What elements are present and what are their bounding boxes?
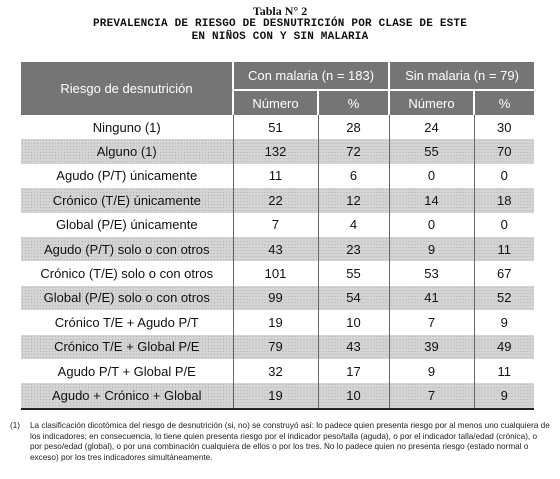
footnote-marker: (1) [10,421,21,430]
with-malaria-percent-cell: 10 [318,383,389,408]
table-title-line-1: PREVALENCIA DE RIESGO DE DESNUTRICIÓN POR CLASE DE ESTE [92,18,468,30]
with-malaria-percent-cell: 6 [318,164,389,188]
without-malaria-number-cell: 9 [389,237,474,261]
with-malaria-number-cell: 132 [233,139,318,163]
with-malaria-number-cell: 43 [233,237,318,261]
table-row [21,359,534,383]
without-malaria-number-cell: 9 [389,359,474,383]
without-malaria-percent-cell: 67 [474,261,534,285]
table-caption-label: Tabla N° 2 [252,4,308,18]
without-malaria-number-cell: 53 [389,261,474,285]
table-row [21,286,534,310]
malnutrition-risk-table [21,62,534,410]
with-malaria-percent-cell: 4 [318,213,389,237]
header-percent-with-malaria: % [318,90,389,115]
with-malaria-number-cell: 101 [233,261,318,285]
with-malaria-number-cell: 51 [233,115,318,139]
header-number-with-malaria: Número [233,90,318,115]
without-malaria-percent-cell: 49 [474,335,534,359]
with-malaria-percent-cell: 54 [318,286,389,310]
without-malaria-percent-cell: 0 [474,213,534,237]
without-malaria-number-cell: 7 [389,383,474,408]
row-label-cell: Agudo (P/T) solo o con otros [21,237,233,261]
without-malaria-percent-cell: 9 [474,383,534,408]
table-row [21,213,534,237]
with-malaria-number-cell: 19 [233,310,318,334]
header-row-label: Riesgo de desnutrición [21,62,233,115]
without-malaria-percent-cell: 52 [474,286,534,310]
without-malaria-number-cell: 7 [389,310,474,334]
table-row [21,188,534,212]
row-label-cell: Ninguno (1) [21,115,233,139]
with-malaria-number-cell: 19 [233,383,318,408]
without-malaria-percent-cell: 9 [474,310,534,334]
without-malaria-percent-cell: 30 [474,115,534,139]
without-malaria-number-cell: 41 [389,286,474,310]
without-malaria-number-cell: 55 [389,139,474,163]
with-malaria-number-cell: 11 [233,164,318,188]
without-malaria-percent-cell: 18 [474,188,534,212]
row-label-cell: Global (P/E) únicamente [21,213,233,237]
without-malaria-number-cell: 24 [389,115,474,139]
footnote [10,421,550,463]
without-malaria-percent-cell: 11 [474,237,534,261]
without-malaria-percent-cell: 70 [474,139,534,163]
table-row [21,164,534,188]
with-malaria-percent-cell: 17 [318,359,389,383]
row-label-cell: Crónico T/E + Agudo P/T [21,310,233,334]
row-label-cell: Crónico (T/E) solo o con otros [21,261,233,285]
table-row [21,115,534,139]
row-label-cell: Crónico T/E + Global P/E [21,335,233,359]
table-row [21,335,534,359]
with-malaria-number-cell: 32 [233,359,318,383]
with-malaria-percent-cell: 28 [318,115,389,139]
table-body [21,115,534,409]
with-malaria-percent-cell: 55 [318,261,389,285]
table-row [21,310,534,334]
with-malaria-percent-cell: 10 [318,310,389,334]
table-row [21,237,534,261]
row-label-cell: Crónico (T/E) únicamente [21,188,233,212]
with-malaria-percent-cell: 12 [318,188,389,212]
without-malaria-number-cell: 0 [389,164,474,188]
without-malaria-percent-cell: 0 [474,164,534,188]
row-label-cell: Agudo + Crónico + Global [21,383,233,408]
table-row [21,139,534,163]
header-percent-without-malaria: % [474,90,534,115]
without-malaria-number-cell: 14 [389,188,474,212]
row-label-cell: Agudo P/T + Global P/E [21,359,233,383]
with-malaria-number-cell: 99 [233,286,318,310]
header-number-without-malaria: Número [389,90,474,115]
row-label-cell: Alguno (1) [21,139,233,163]
header-group-with-malaria: Con malaria (n = 183) [233,62,389,90]
with-malaria-percent-cell: 23 [318,237,389,261]
with-malaria-percent-cell: 72 [318,139,389,163]
table-row [21,383,534,408]
footnote-text: La clasificación dicotómica del riesgo de desnutrición (si, no) se construyó así: lo padece quien presenta riesgo por al menos uno cualquiera de los indicadores; en consecuencia, lo tiene quien presenta riesgo por el indicador peso/talla (aguda), o por el indicador talla/edad (crónica), o por peso/edad (global), o por una combinación cualquiera de ellos o por los tres. No lo padece quien no presenta riesgo (estado normal o exceso) por los tres indicadores simultáneamente. [30,421,550,462]
without-malaria-percent-cell: 11 [474,359,534,383]
without-malaria-number-cell: 39 [389,335,474,359]
header-group-without-malaria: Sin malaria (n = 79) [389,62,534,90]
with-malaria-percent-cell: 43 [318,335,389,359]
row-label-cell: Agudo (P/T) únicamente [21,164,233,188]
without-malaria-number-cell: 0 [389,213,474,237]
with-malaria-number-cell: 22 [233,188,318,212]
row-label-cell: Global (P/E) solo o con otros [21,286,233,310]
table-title-line-2: EN NIÑOS CON Y SIN MALARIA [191,31,369,43]
with-malaria-number-cell: 79 [233,335,318,359]
table-row [21,261,534,285]
with-malaria-number-cell: 7 [233,213,318,237]
